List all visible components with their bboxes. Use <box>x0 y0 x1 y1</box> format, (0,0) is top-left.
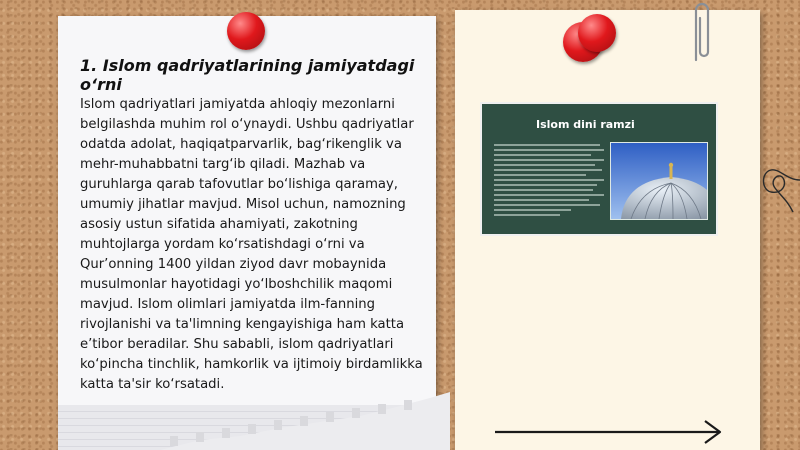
arrow-right-icon <box>493 418 728 446</box>
slide-thumbnail <box>480 102 718 236</box>
string-curl-decoration <box>757 150 800 215</box>
mosque-dome-icon <box>610 142 708 220</box>
slide-text-placeholder <box>494 144 604 226</box>
torn-edge-shadow <box>160 392 450 450</box>
slide-title: Islom dini ramzi <box>536 118 635 131</box>
paperclip-icon <box>688 0 712 70</box>
note-title: 1. Islom qadriyatlarining jamiyatdagi o‘rni <box>80 56 415 94</box>
pushpin-icon <box>578 14 616 52</box>
note-body: Islom qadriyatlari jamiyatda ahloqiy mezonlarni belgilashda muhim rol o‘ynaydi. Ushbu qadriyatlar odatda adolat, haqiqatparvarlik, bag‘rikenglik va mehr-muhabbatni targ‘ib qiladi. Mazhab va guruhlarga qarab tafovutlar bo‘lishiga qaramay, umumiy jihatlar mavjud. Misol uchun, namozning asosiy ustun sifatida ahamiyati, zakotning muhtojlarga yordam ko‘rsatishdagi o‘rni va Qur’onning 1400 yildan ziyod davr mobaynida musulmonlar hayotidagi yo‘lboshchilik maqomi mavjud. Islom olimlari jamiyatda ilm-fanning rivojlanishi va ta'limning kengayishiga ham katta e’tibor beradilar. Shu sababli, islom qadriyatlari ko‘pincha tinchlik, hamkorlik va ijtimoiy birdamlikka katta ta'sir ko‘rsatadi. <box>80 97 423 392</box>
pushpin-icon <box>227 12 265 50</box>
